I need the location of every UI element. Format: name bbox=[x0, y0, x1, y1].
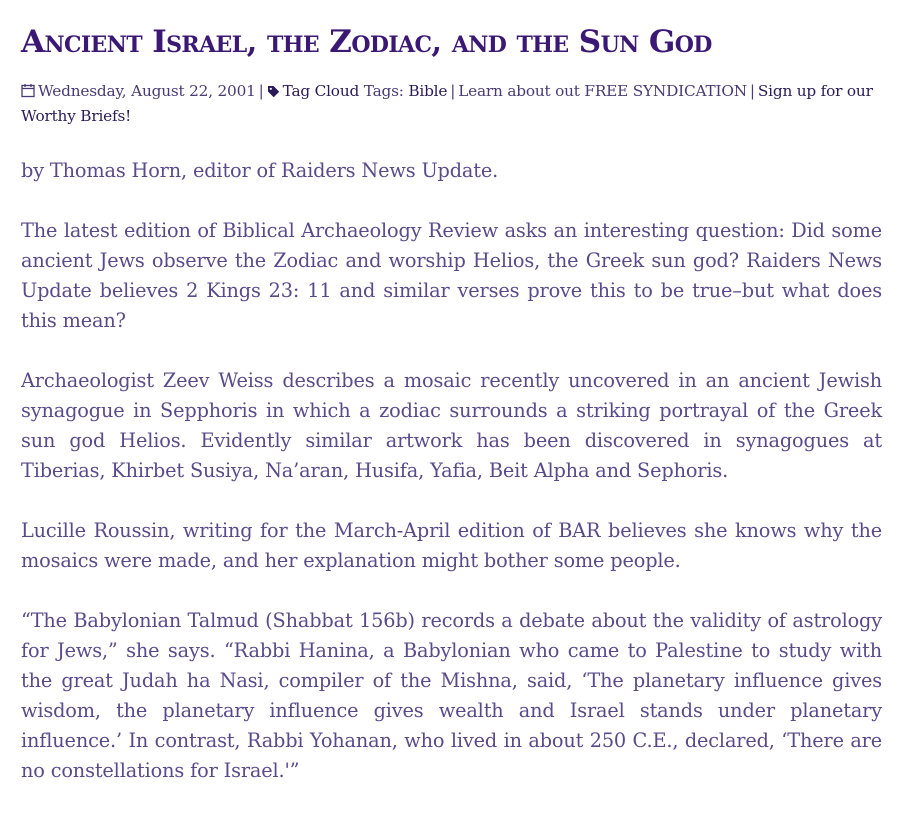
article-date: Wednesday, August 22, 2001 bbox=[38, 82, 256, 100]
article-paragraph: The latest edition of Biblical Archaeology Review asks an interesting question: Did some ancient Jews observe the Zodiac and worship Helios, the Greek sun god? Raiders News Update believes 2 Kings 23: 11 and similar verses prove this to be true–but what does this mean? bbox=[21, 219, 882, 332]
syndication-text: Learn about out FREE SYNDICATION bbox=[458, 82, 747, 100]
article-paragraph: Lucille Roussin, writing for the March-April edition of BAR believes she knows why the mosaics were made, and her explanation might bother some people. bbox=[21, 519, 882, 572]
article-meta bbox=[21, 80, 882, 128]
tag-cloud-link[interactable]: Tag Cloud bbox=[282, 82, 360, 100]
meta-separator: | bbox=[450, 82, 456, 100]
article bbox=[21, 0, 882, 816]
tag-bible-link[interactable]: Bible bbox=[408, 82, 448, 100]
meta-separator: | bbox=[258, 82, 264, 100]
calendar-icon bbox=[21, 82, 35, 105]
article-title: Ancient Israel, the Zodiac, and the Sun God bbox=[21, 24, 712, 60]
article-body bbox=[21, 156, 882, 786]
meta-separator: | bbox=[749, 82, 755, 100]
byline: by Thomas Horn, editor of Raiders News Update. bbox=[21, 159, 499, 182]
article-paragraph: “The Babylonian Talmud (Shabbat 156b) records a debate about the validity of astrology for Jews,” she says. “Rabbi Hanina, a Babylonian who came to Palestine to study with the great Judah ha Nasi, compiler of the Mishna, said, ‘The planetary influence gives wisdom, the planetary influence gives wealth and Israel stands under planetary influence.’ In contrast, Rabbi Yohanan, who lived in about 250 C.E., declared, ‘There are no constellations for Israel.'” bbox=[21, 609, 882, 782]
tags-label: Tags: bbox=[363, 82, 404, 100]
signup-link[interactable]: Sign up for our Worthy Briefs! bbox=[21, 82, 873, 125]
tag-icon bbox=[267, 82, 280, 105]
article-paragraph: Archaeologist Zeev Weiss describes a mosaic recently uncovered in an ancient Jewish synagogue in Sepphoris in which a zodiac surrounds a striking portrayal of the Greek sun god Helios. Evidently similar artwork has been discovered in synagogues at Tiberias, Khirbet Susiya, Na’aran, Husifa, Yafia, Beit Alpha and Sephoris. bbox=[21, 369, 882, 482]
